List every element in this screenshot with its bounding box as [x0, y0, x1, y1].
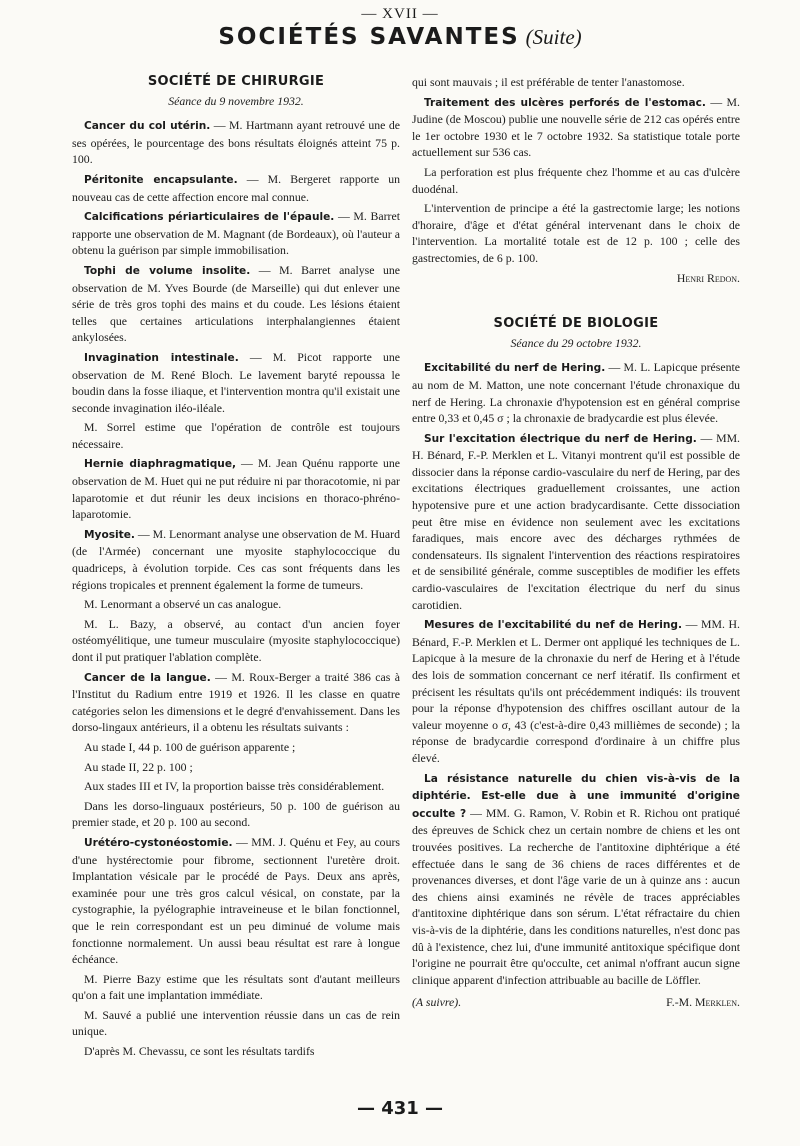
paragraph-heading: Urétéro-cystonéostomie. — [84, 836, 233, 849]
signature-redon: Henri Redon. — [676, 270, 740, 285]
paragraph-text: — M. Hartmann ayant retrouvé une de ses opérées, le pourcentage des bons résultats éloignés atteint 75 p. 100. — [72, 118, 400, 167]
column-footer — [412, 994, 740, 1011]
paragraph-heading: Cancer du col utérin. — [84, 120, 211, 133]
paragraph-text: L'intervention de principe a été la gastrectomie large; les notions d'horaire, d'âge et d'état général intervenant dans le choix de l'intervention. La mortalité totale est de 12 p. 100 ; celle des gastrectomies, de 6 p. 100. — [412, 201, 740, 265]
paragraph-heading: Invagination intestinale. — [84, 351, 239, 364]
paragraph-heading: Excitabilité du nerf de Hering. — [424, 362, 606, 375]
paragraph-text: — M. Barret rapporte une observation de M. Magnant (de Bordeaux), où l'auteur a obtenu la guérison par simple immobilisation. — [72, 209, 400, 258]
paragraph-text: Au stade I, 44 p. 100 de guérison apparente ; — [84, 739, 296, 754]
paragraph-text: M. Lenormant a observé un cas analogue. — [84, 597, 282, 612]
paragraph-text: — MM. G. Ramon, V. Robin et R. Richou ont pratiqué des épreuves de Schick chez un certain nombre de chiens et les ont trouvées positives. La recherche de l'antitoxine diphtérique a été effectuée dans le sang de 36 chiens de races différentes et de provenances diverses, et dont l'âge varie de un à quinze ans : aucun des chiens ainsi examinés ne révèle de traces appréciables d'antitoxine diphtérique dans son sérum. L'état réfractaire du chien vis-à-vis de la diphtérie, dans les conditions naturelles, n'est donc pas dû à l'existence, chez lui, d'une immunité antitoxique spécifique dont l'origine ne pourrait être qu'occulte, cet animal n'offrant aucun signe clinique apparent d'infection attribuable au bacille de Löffler. — [412, 805, 740, 987]
paragraph — [72, 208, 400, 259]
page-number: — 431 — — [356, 1098, 444, 1119]
paragraph-text: — M. Judine (de Moscou) publie une nouvelle série de 212 cas opérés entre le 1er octobre 1930 et le 7 octobre 1932. Sa statistique totale porte actuellement sur 536 cas. — [412, 94, 740, 160]
chirurgie-paragraphs — [72, 117, 400, 1059]
paragraph — [72, 1007, 400, 1040]
paragraph-heading: Myosite. — [84, 528, 135, 541]
paragraph — [72, 419, 400, 452]
paragraph — [72, 117, 400, 168]
paragraph — [412, 430, 740, 614]
paragraph — [412, 94, 740, 161]
paragraph-text: — M. Barret analyse une observation de M. Yves Bourde (de Marseille) qui dut enlever une série de très gros tophi des mains et du coude. Les lésions étaient telles que certaines articulations interphalangiennes étaient ankylosées. — [72, 262, 400, 345]
paragraph-heading: Sur l'excitation électrique du nerf de Hering. — [424, 432, 697, 445]
left-column — [72, 74, 400, 1063]
paragraph — [72, 171, 400, 205]
title-suite: (Suite) — [525, 25, 582, 49]
paragraph — [412, 770, 740, 989]
paragraph-text: M. Sauvé a publié une intervention réussie dans un cas de rein unique. — [72, 1007, 400, 1039]
paragraph-heading: Mesures de l'excitabilité du nef de Hering. — [424, 619, 683, 632]
paragraph — [412, 616, 740, 766]
a-suivre-note: (A suivre). — [412, 995, 462, 1010]
paragraph-text: — MM. H. Bénard, F.-P. Merklen et L. Dermer ont appliqué les techniques de L. Lapicque à la mesure de la chronaxie du nerf de Hering et à l'étude des lois de sommation concernant ce nerf itératif. Ils confirment et précisent les résultats qu'ils ont précédemment indiqués: ils trouvent pour la réponse d'hypotension des chiffres oscillant autour de la valeur moyenne o σ, 43 (c'est-à-dire 0,43 millièmes de seconde) ; la réponse de bradycardie correspond d'ordinaire à un chiffre plus élevé. — [412, 617, 740, 765]
roman-page-number: — XVII — — [361, 6, 439, 22]
right-column — [412, 74, 740, 1011]
paragraph-text: qui sont mauvais ; il est préférable de tenter l'anastomose. — [412, 75, 685, 89]
title-text: SOCIÉTÉS SAVANTES — [218, 24, 520, 50]
paragraph-heading: Traitement des ulcères perforés de l'estomac. — [424, 96, 706, 109]
paragraph — [72, 262, 400, 346]
paragraph — [72, 349, 400, 416]
paragraph-heading: Hernie diaphragmatique, — [84, 458, 237, 471]
paragraph-heading: La résistance naturelle du chien vis-à-vis de la diphtérie. Est-elle due à une immunité d'origine occulte ? — [412, 772, 740, 820]
seance-date-biologie: Séance du 29 octobre 1932. — [510, 335, 642, 350]
paragraph-text: — M. Picot rapporte une observation de M. René Bloch. Le lavement baryté repoussa le boudin dans la fosse iliaque, et l'intervention montra qu'il existait une seconde invagination iléo-iléale. — [72, 349, 400, 415]
paragraph-text: M. L. Bazy, a observé, au contact d'un ancien foyer ostéomyélitique, une tumeur musculaire (myosite staphylococcique) dont il put pratiquer l'ablation complète. — [72, 616, 400, 664]
section-title-biologie: SOCIÉTÉ DE BIOLOGIE — [493, 316, 659, 332]
biologie-paragraphs — [412, 359, 740, 988]
paragraph-text: — MM. J. Quénu et Fey, au cours d'une hystérectomie pour fibrome, sectionnent l'uretère droit. Implantation vésicale par le procédé de Pays. Deux ans après, examinée pour une très gros calcul vésical, on constate, par la cystographie, la pyélographie intraveineuse et le bilan fonctionnel, que le rein correspondant est un peu diminué de volume mais fonctionne normalement. Un aussi beau résultat est rare à longue échéance. — [72, 834, 400, 967]
paragraph-text: — M. Roux-Berger a traité 386 cas à l'Institut du Radium entre 1919 et 1926. Il les classe en quatre catégories selon les dimensions et le degré d'envahissement. Dans les dorso-lingaux antérieurs, il a obtenu les résultats suivants : — [72, 669, 400, 735]
paragraph — [72, 834, 400, 968]
paragraph — [72, 759, 400, 776]
seance-date-chirurgie: Séance du 9 novembre 1932. — [168, 93, 304, 108]
paragraph — [412, 74, 740, 91]
paragraph — [72, 798, 400, 831]
paragraph — [412, 164, 740, 197]
paragraph-heading: Péritonite encapsulante. — [84, 173, 238, 186]
page-title — [0, 24, 800, 50]
paragraph-text: — M. Lenormant analyse une observation de M. Huard (de l'Armée) concernant une myosite staphylococcique du quadriceps, à évolution torpide. Ces cas sont fréquents dans les régions tropicales et prennent également la forme de tumeurs. — [72, 526, 400, 592]
paragraph — [72, 971, 400, 1004]
paragraph — [72, 455, 400, 522]
paragraph-text: M. Pierre Bazy estime que les résultats sont d'autant meilleurs qu'on a fait une implantation immédiate. — [72, 971, 400, 1003]
paragraph-text: D'après M. Chevassu, ce sont les résultats tardifs — [84, 1044, 315, 1059]
paragraph — [72, 616, 400, 666]
paragraph-text: — M. Jean Quénu rapporte une observation de M. Huet qui ne put réduire ni par thoracotomie, ni par laparotomie et dut réunir les deux incisions en thoraco-phréno-laparotomie. — [72, 456, 400, 522]
paragraph-text: Au stade II, 22 p. 100 ; — [84, 759, 193, 774]
section-title-chirurgie: SOCIÉTÉ DE CHIRURGIE — [147, 74, 325, 89]
paragraph-heading: Tophi de volume insolite. — [84, 264, 251, 277]
paragraph-text: Dans les dorso-linguaux postérieurs, 50 p. 100 de guérison au premier stade, et 20 p. 100 au second. — [72, 798, 400, 830]
paragraph — [72, 1043, 400, 1060]
paragraph-text: — M. Bergeret rapporte un nouveau cas de cette affection encore mal connue. — [72, 171, 400, 204]
paragraph-text: M. Sorrel estime que l'opération de contrôle est toujours nécessaire. — [72, 420, 400, 451]
paragraph — [412, 200, 740, 266]
signature-merklen: F.-M. Merklen. — [666, 995, 740, 1010]
paragraph — [72, 778, 400, 795]
chirurgie-continued-paragraphs — [412, 74, 740, 267]
paragraph — [72, 669, 400, 736]
paragraph — [72, 596, 400, 613]
paragraph-text: Aux stades III et IV, la proportion baisse très considérablement. — [84, 779, 385, 794]
paragraph-heading: Calcifications périarticulaires de l'épaule. — [84, 211, 335, 224]
paragraph — [72, 739, 400, 756]
paragraph-heading: Cancer de la langue. — [84, 671, 211, 684]
paragraph-text: La perforation est plus fréquente chez l'homme et au cas d'ulcère duodénal. — [412, 164, 740, 196]
paragraph-text: — M. L. Lapicque présente au nom de M. Matton, une note concernant l'étude chronaxique du nerf de Hering. La chronaxie d'hypotension est en général comprise entre 0,33 et 0,45 σ ; la chronaxie de bradycardie est plus élevée. — [412, 360, 741, 426]
paragraph — [412, 359, 740, 426]
paragraph-text: — MM. H. Bénard, F.-P. Merklen et L. Vitanyi montrent qu'il est possible de dissocier dans la réponse cardio-vasculaire du nerf de Hering, par des excitations électriques graduellement croissantes, une action hypotensive pure et une action bradycardisante. Cette dissociation peut être mise en évidence non seulement avec les excitations faradiques, mais encore avec des décharges rythmées de condensateurs. Ils signalent l'intervention des réactions respiratoires et de sensibilité générale, comme susceptibles de modifier les effets cardio-vasculaires de l'excitation électrique du nerf du sinus carotidien. — [412, 430, 741, 612]
paragraph — [72, 526, 400, 593]
